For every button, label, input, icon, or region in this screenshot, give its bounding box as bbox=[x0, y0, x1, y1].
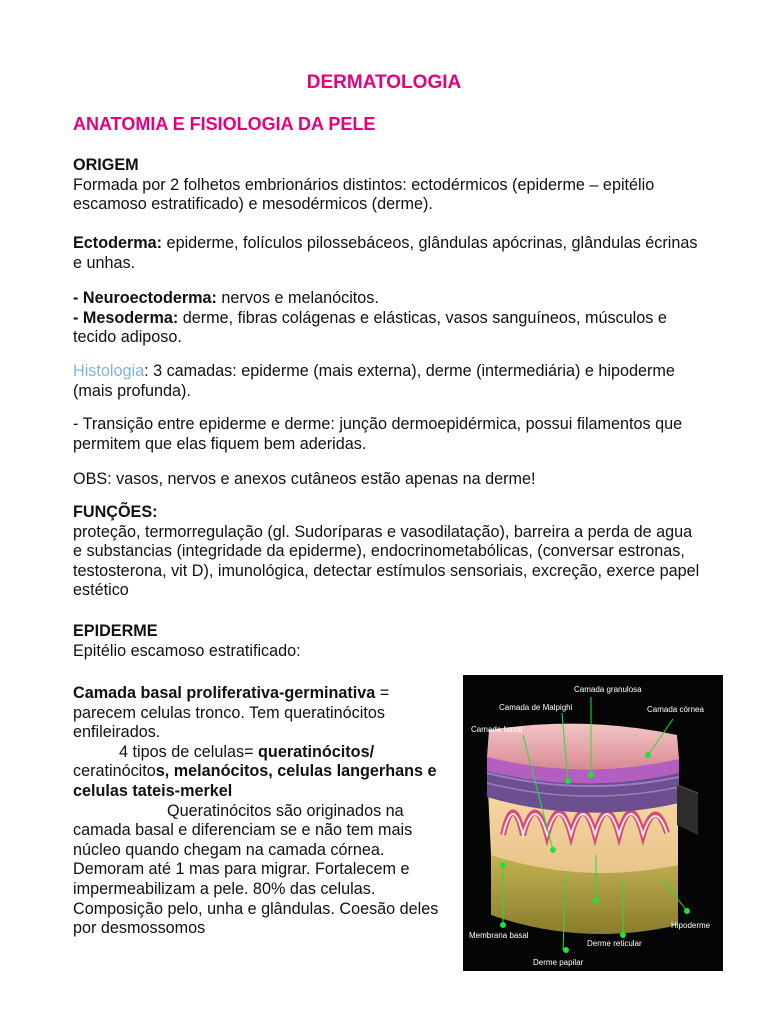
camada-basal-paragraph bbox=[73, 684, 445, 939]
camada-basal-text: = parecem celulas tronco. Tem queratinócitos enfileirados. bbox=[73, 684, 390, 742]
histologia-text: : 3 camadas: epiderme (mais externa), derme (intermediária) e hipoderme (mais profunda). bbox=[73, 362, 675, 400]
origem-text: Formada por 2 folhetos embrionários distintos: ectodérmicos (epiderme – epitélio escamoso estratificado) e mesodérmicos (derme). bbox=[73, 175, 655, 214]
transicao-paragraph: - Transição entre epiderme e derme: junção dermoepidérmica, possui filamentos que permitem que elas fiquem bem aderidas. bbox=[73, 415, 683, 453]
ectoderma-paragraph bbox=[73, 234, 703, 273]
document-title: DERMATOLOGIA bbox=[306, 72, 462, 93]
histologia-label: Histologia bbox=[73, 362, 145, 380]
label-camada-granulosa: Camada granulosa bbox=[574, 685, 642, 694]
camada-basal-label: Camada basal proliferativa-germinativa bbox=[73, 684, 376, 702]
ectoderma-text: epiderme, folículos pilossebáceos, glândulas apócrinas, glândulas écrinas e unhas. bbox=[73, 234, 698, 272]
funcoes-heading: FUNÇÕES: bbox=[73, 503, 158, 521]
section-subtitle: ANATOMIA E FISIOLOGIA DA PELE bbox=[73, 114, 376, 134]
label-camada-basal: Camada basal bbox=[471, 725, 523, 734]
mesoderma-text: derme, fibras colágenas e elásticas, vasos sanguíneos, músculos e tecido adiposo. bbox=[73, 308, 667, 347]
skin-layers-figure bbox=[463, 675, 723, 971]
ectoderma-label: Ectoderma: bbox=[73, 234, 163, 252]
funcoes-section bbox=[73, 503, 703, 601]
obs-paragraph: OBS: vasos, nervos e anexos cutâneos estão apenas na derme! bbox=[73, 470, 536, 488]
mesoderma-paragraph bbox=[73, 289, 703, 348]
tipos-prefix: 4 tipos de celulas= bbox=[119, 742, 259, 761]
label-hipoderme: Hipoderme bbox=[671, 921, 711, 930]
tipos-bold-2: s, melanócitos, celulas langerhans e celulas tateis-merkel bbox=[73, 762, 437, 800]
mesoderma-label: - Mesoderma: bbox=[73, 308, 179, 327]
tipos-bold-1: queratinócitos/ bbox=[258, 742, 375, 761]
origem-heading: ORIGEM bbox=[73, 156, 139, 174]
neuroectoderma-text: nervos e melanócitos. bbox=[216, 289, 379, 307]
funcoes-text: proteção, termorregulação (gl. Sudoríparas e vasodilatação), barreira a perda de agua e substancias (integridade da epiderme), endocrinometabólicas, (conversar estronas, testosterona, vit D), imunológica, detectar estímulos sensoriais, excreção, exerce papel estético bbox=[73, 522, 700, 600]
tipos-mid: ceratinócito bbox=[73, 762, 156, 781]
label-membrana-basal: Membrana basal bbox=[469, 931, 529, 940]
epiderme-text: Epitélio escamoso estratificado: bbox=[73, 641, 301, 660]
label-camada-cornea: Camada córnea bbox=[647, 705, 704, 714]
epiderme-heading: EPIDERME bbox=[73, 622, 158, 640]
label-derme-reticular: Derme reticular bbox=[587, 939, 642, 948]
epiderme-section bbox=[73, 622, 703, 661]
origem-section bbox=[73, 156, 703, 215]
queratinocitos-text: Queratinócitos são originados na camada basal e diferenciam se e não tem mais núcleo quando chegam na camada córnea. Demoram até 1 mas para migrar. Fortalecem e impermeabilizam a pele. 80% das celulas. Composição pelo, unha e glândulas. Coesão deles por desmossomos bbox=[73, 801, 439, 938]
histologia-paragraph bbox=[73, 362, 703, 401]
label-camada-malpighi: Camada de Malpighi bbox=[499, 703, 573, 712]
label-derme-papilar: Derme papilar bbox=[533, 958, 584, 967]
neuroectoderma-label: - Neuroectoderma: bbox=[73, 289, 217, 307]
